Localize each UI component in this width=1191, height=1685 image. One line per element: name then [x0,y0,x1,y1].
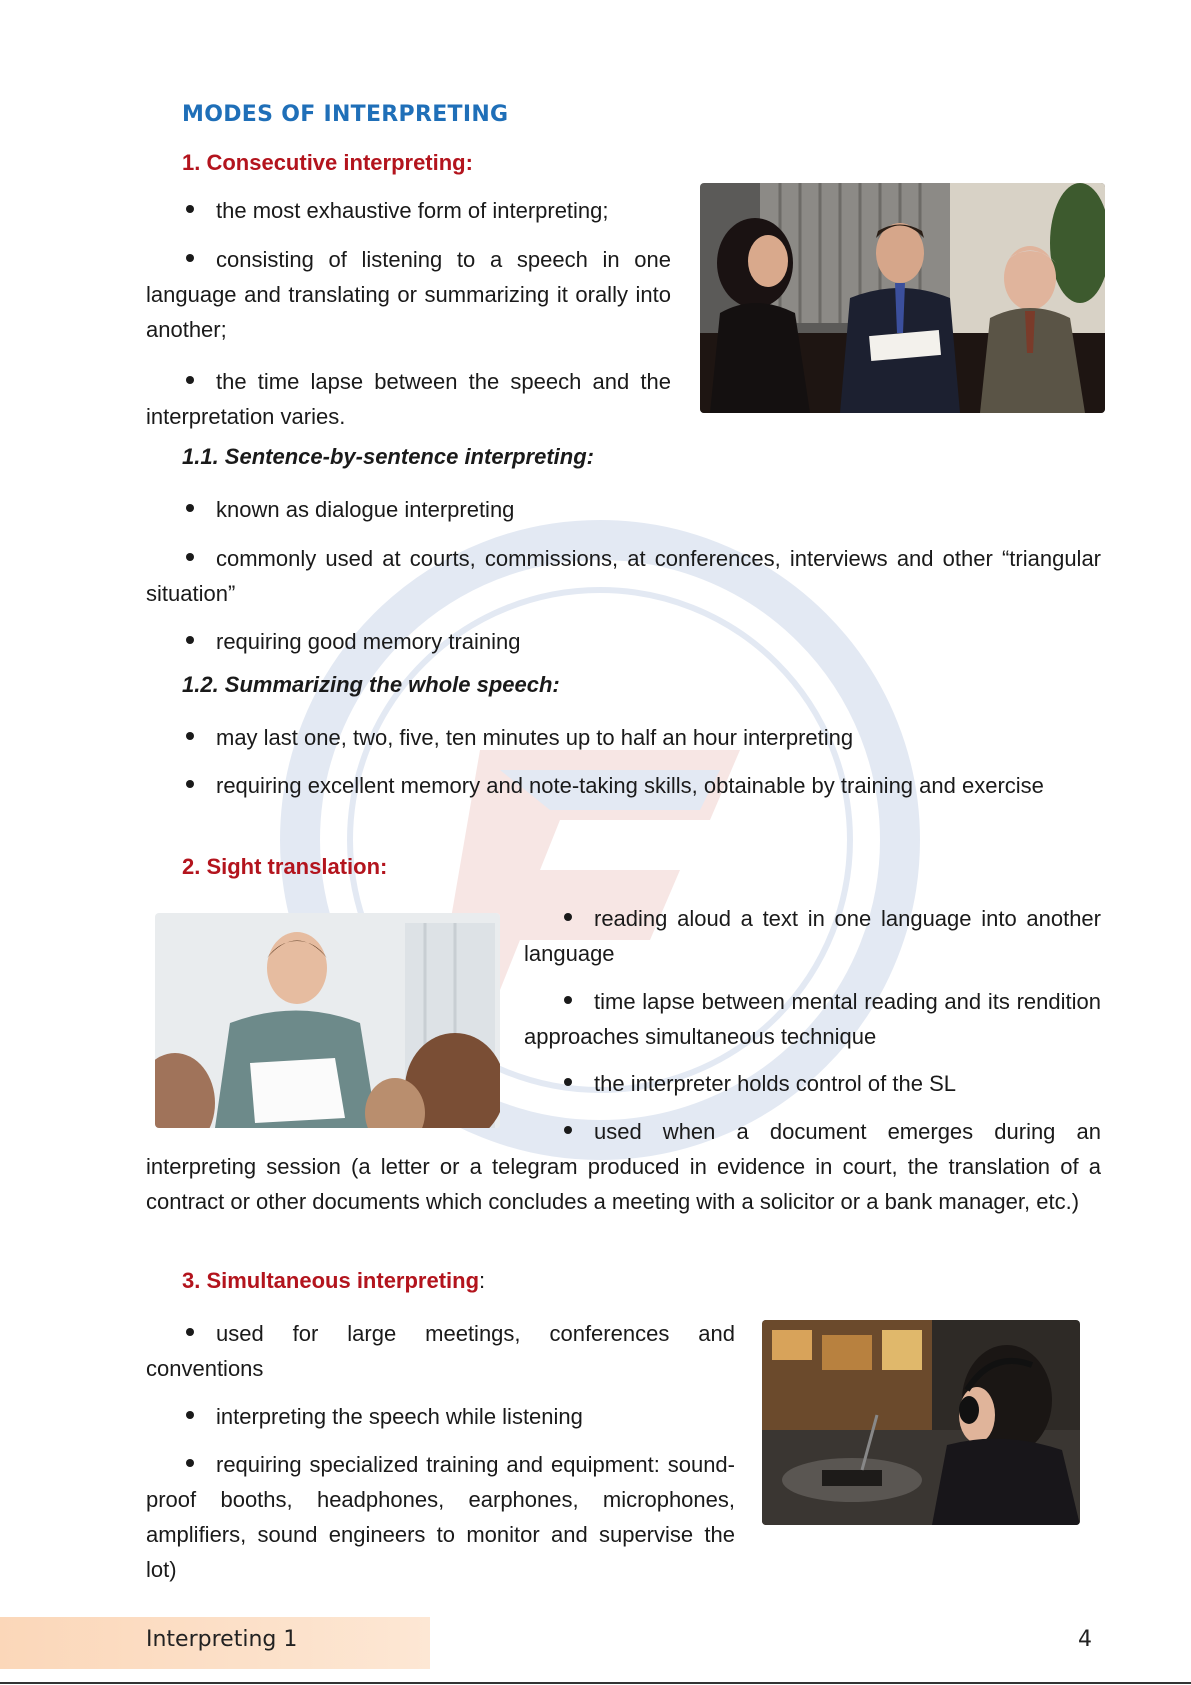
list-item [146,364,671,434]
subsection-title-sentence-by-sentence: 1.1. Sentence-by-sentence interpreting: [182,444,594,469]
list-item [146,1316,735,1386]
list-item [524,984,1101,1054]
list-item [146,720,1101,755]
bullet-icon [564,1126,572,1134]
sight-translation-photo [155,913,500,1128]
list-item [146,768,1101,803]
bullet-text: used when a document emerges during an interpreting session (a letter or a telegram produced in evidence in court, the translation of a contract or other documents which concludes a meeting with a solicitor or a bank manager, etc.) [146,1119,1101,1214]
list-item [146,1114,1101,1219]
list-item [146,193,671,228]
bullet-icon [186,254,194,262]
section-title-text: 3. Simultaneous interpreting [182,1268,480,1293]
bullet-text: known as dialogue interpreting [216,497,515,522]
bullet-icon [186,732,194,740]
bullet-text: requiring good memory training [216,629,521,654]
bullet-text: the time lapse between the speech and the interpretation varies. [146,369,671,429]
list-item [146,492,1101,527]
list-item [146,242,671,347]
bullet-text: reading aloud a text in one language into another language [524,906,1101,966]
bullet-icon [186,1459,194,1467]
list-item [524,901,1101,971]
bullet-text: may last one, two, five, ten minutes up to half an hour interpreting [216,725,854,750]
bullet-icon [186,376,194,384]
meeting-photo [700,183,1105,413]
simultaneous-interpreting-photo [762,1320,1080,1525]
bullet-icon [564,996,572,1004]
bullet-icon [564,1078,572,1086]
bullet-icon [186,780,194,788]
bullet-icon [186,1411,194,1419]
bottom-divider [0,1682,1191,1684]
bullet-icon [564,913,572,921]
bullet-icon [186,205,194,213]
list-item [146,624,1101,659]
list-item [146,1447,735,1587]
bullet-text: requiring specialized training and equipment: sound-proof booths, headphones, earphones, microphones, amplifiers, sound engineers to monitor and supervise the lot) [146,1452,735,1582]
bullet-icon [186,504,194,512]
bullet-text: requiring excellent memory and note-taking skills, obtainable by training and exercise [216,773,1044,798]
bullet-text: time lapse between mental reading and its rendition approaches simultaneous technique [524,989,1101,1049]
bullet-text: consisting of listening to a speech in one language and translating or summarizing it orally into another; [146,247,671,342]
footer-course-label: Interpreting 1 [146,1627,298,1652]
section-title-consecutive: 1. Consecutive interpreting: [182,150,473,175]
list-item [146,1399,735,1434]
bullet-text: interpreting the speech while listening [216,1404,583,1429]
page-heading: MODES OF INTERPRETING [182,102,509,127]
bullet-text: the interpreter holds control of the SL [594,1071,956,1096]
list-item [146,541,1101,611]
section-title-sight-translation: 2. Sight translation: [182,854,388,879]
bullet-text: the most exhaustive form of interpreting; [216,198,609,223]
page-number: 4 [1078,1627,1092,1652]
section-title-simultaneous [182,1268,485,1294]
list-item [524,1066,1101,1101]
bullet-icon [186,553,194,561]
bullet-text: used for large meetings, conferences and conventions [146,1321,735,1381]
subsection-title-summarizing: 1.2. Summarizing the whole speech: [182,672,560,697]
bullet-icon [186,636,194,644]
bullet-icon [186,1328,194,1336]
title-colon: : [479,1268,486,1293]
bullet-text: commonly used at courts, commissions, at conferences, interviews and other “triangular situation” [146,546,1101,606]
